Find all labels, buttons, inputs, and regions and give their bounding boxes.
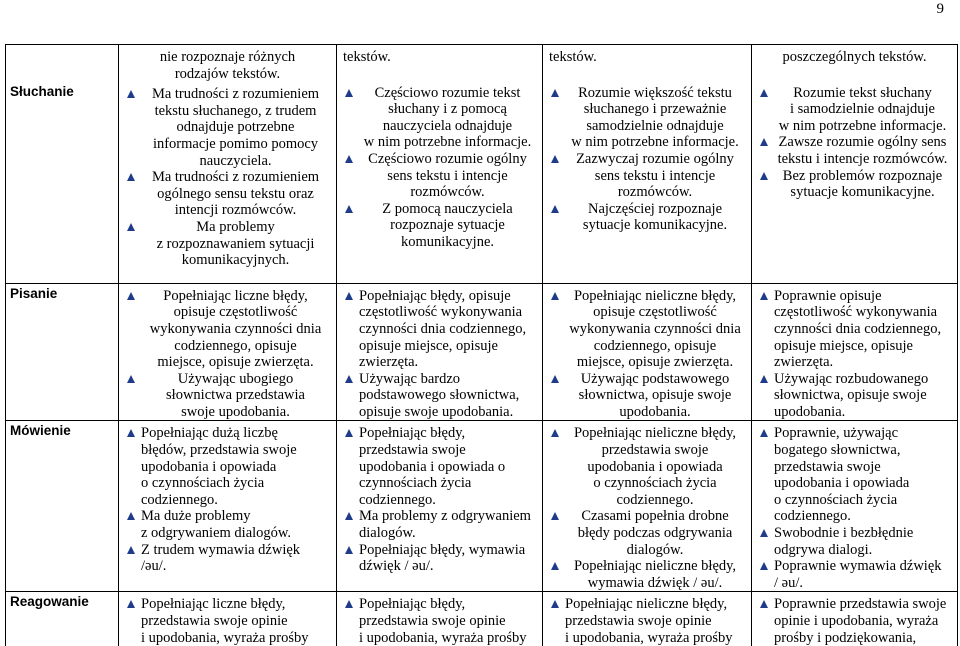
cell-mowienie-2 [337, 421, 543, 592]
cell-reagowanie-2 [337, 592, 543, 646]
bullet-triangle-icon [127, 90, 135, 98]
list-item: Ma trudności z rozumieniem tekstu słuchanego, z trudem odnajduje potrzebne informacje pomimo pomocy nauczyciela. [119, 86, 330, 169]
bullet-triangle-icon [760, 172, 768, 180]
bullet-triangle-icon [127, 429, 135, 437]
list-item: Ma trudności z rozumieniem ogólnego sensu tekstu oraz intencji rozmówców. [119, 169, 330, 219]
criteria-list [543, 288, 745, 421]
bullet-triangle-icon [345, 512, 353, 520]
list-item: Popełniając nieliczne błędy, przedstawia swoje opinie i upodobania, wyraża prośby [543, 596, 745, 646]
criteria-list [337, 85, 536, 251]
bullet-triangle-icon [345, 205, 353, 213]
list-item: Popełniając błędy, wymawia dźwięk / əu/. [337, 542, 536, 575]
list-item: Popełniając błędy, opisuje częstotliwość wykonywania czynności dnia codziennego, opisuje miejsce, opisuje zwierzęta. [337, 288, 536, 371]
criteria-list [337, 596, 536, 646]
bullet-triangle-icon [345, 429, 353, 437]
list-item: Rozumie tekst słuchany i samodzielnie odnajduje w nim potrzebne informacje. [752, 85, 951, 135]
criteria-list [543, 425, 745, 591]
cell-pisanie-1 [119, 283, 337, 421]
cell-sluchanie-2 [337, 45, 543, 269]
list-item: Ma problemy z odgrywaniem dialogów. [337, 508, 536, 541]
bullet-triangle-icon [127, 546, 135, 554]
criteria-list [119, 425, 330, 574]
bullet-triangle-icon [760, 529, 768, 537]
bullet-triangle-icon [551, 600, 559, 608]
list-item: Ma problemy z rozpoznawaniem sytuacji komunikacyjnych. [119, 219, 330, 269]
list-item: Popełniając liczne błędy, przedstawia swoje opinie i upodobania, wyraża prośby [119, 596, 330, 646]
bullet-triangle-icon [551, 155, 559, 163]
bullet-triangle-icon [127, 223, 135, 231]
criteria-list [752, 85, 951, 201]
bullet-triangle-icon [551, 512, 559, 520]
cell-reagowanie-4 [752, 592, 958, 646]
list-item: Ma duże problemy z odgrywaniem dialogów. [119, 508, 330, 541]
list-item: Czasami popełnia drobne błędy podczas odgrywania dialogów. [543, 508, 745, 558]
cell-mowienie-4 [752, 421, 958, 592]
page-number: 9 [936, 1, 944, 17]
list-item: Używając rozbudowanego słownictwa, opisuje swoje upodobania. [752, 371, 951, 421]
bullet-triangle-icon [760, 600, 768, 608]
criteria-list [119, 596, 330, 646]
bullet-triangle-icon [345, 155, 353, 163]
list-item: Popełniając błędy, przedstawia swoje upodobania i opowiada o czynnościach życia codziennego. [337, 425, 536, 508]
cell-sluchanie-1 [119, 45, 337, 269]
category-cell [6, 45, 119, 269]
bullet-triangle-icon [760, 562, 768, 570]
criteria-list [752, 425, 951, 591]
list-item: Poprawnie opisuje częstotliwość wykonywania czynności dnia codziennego, opisuje miejsce, opisuje zwierzęta. [752, 288, 951, 371]
cell-reagowanie-3 [543, 592, 752, 646]
bullet-triangle-icon [551, 205, 559, 213]
list-item: Zawsze rozumie ogólny sens tekstu i intencje rozmówców. [752, 134, 951, 167]
bullet-triangle-icon [127, 512, 135, 520]
bullet-triangle-icon [127, 600, 135, 608]
bullet-triangle-icon [551, 292, 559, 300]
cell-pisanie-4 [752, 283, 958, 421]
cell-mowienie-3 [543, 421, 752, 592]
row-sluchanie [6, 45, 958, 269]
category-mowienie: Mówienie [10, 423, 71, 439]
lead-text: tekstów. [343, 49, 391, 65]
list-item: Najczęściej rozpoznaje sytuacje komunikacyjne. [543, 201, 745, 234]
list-item: Poprawnie wymawia dźwięk / əu/. [752, 558, 951, 591]
criteria-list [337, 425, 536, 574]
criteria-list [543, 85, 745, 234]
criteria-list [752, 596, 951, 646]
bullet-triangle-icon [760, 292, 768, 300]
cell-sluchanie-4 [752, 45, 958, 269]
list-item: Używając ubogiego słownictwa przedstawia swoje upodobania. [119, 371, 330, 421]
list-item: Bez problemów rozpoznaje sytuacje komunikacyjne. [752, 168, 951, 201]
criteria-list [752, 288, 951, 421]
bullet-triangle-icon [345, 600, 353, 608]
criteria-list [119, 86, 330, 269]
bullet-triangle-icon [345, 292, 353, 300]
list-item: Popełniając nieliczne błędy, przedstawia swoje upodobania i opowiada o czynnościach życia codziennego. [543, 425, 745, 508]
cell-reagowanie-1 [119, 592, 337, 646]
list-item: Z pomocą nauczyciela rozpoznaje sytuacje komunikacyjne. [337, 201, 536, 251]
cell-pisanie-3 [543, 283, 752, 421]
category-sluchanie: Słuchanie [10, 84, 74, 99]
list-item: Częściowo rozumie tekst słuchany i z pomocą nauczyciela odnajduje w nim potrzebne informacje. [337, 85, 536, 151]
criteria-list [337, 288, 536, 421]
category-reagowanie: Reagowanie [10, 594, 89, 610]
list-item: Popełniając błędy, przedstawia swoje opinie i upodobania, wyraża prośby [337, 596, 536, 646]
list-item: Poprawnie przedstawia swoje opinie i upodobania, wyraża prośby i podziękowania, [752, 596, 951, 646]
lead-text: tekstów. [549, 49, 597, 65]
bullet-triangle-icon [345, 546, 353, 554]
bullet-triangle-icon [760, 429, 768, 437]
row-mowienie [6, 421, 958, 592]
bullet-triangle-icon [345, 375, 353, 383]
row-reagowanie [6, 592, 958, 646]
bullet-triangle-icon [551, 562, 559, 570]
list-item: Używając podstawowego słownictwa, opisuje swoje upodobania. [543, 371, 745, 421]
bullet-triangle-icon [551, 89, 559, 97]
bullet-triangle-icon [760, 375, 768, 383]
cell-pisanie-2 [337, 283, 543, 421]
list-item: Z trudem wymawia dźwięk /əu/. [119, 542, 330, 575]
lead-text: nie rozpoznaje różnych rodzajów tekstów. [159, 49, 296, 82]
bullet-triangle-icon [127, 375, 135, 383]
bullet-triangle-icon [551, 429, 559, 437]
assessment-criteria-table [5, 44, 958, 646]
bullet-triangle-icon [551, 375, 559, 383]
cell-sluchanie-3 [543, 45, 752, 269]
bullet-triangle-icon [760, 138, 768, 146]
bullet-triangle-icon [760, 89, 768, 97]
list-item: Poprawnie, używając bogatego słownictwa, przedstawia swoje upodobania i opowiada o czynnościach życia codziennego. [752, 425, 951, 525]
row-spacer [6, 269, 958, 284]
list-item: Popełniając dużą liczbę błędów, przedstawia swoje upodobania i opowiada o czynnościach życia codziennego. [119, 425, 330, 508]
list-item: Popełniając liczne błędy, opisuje częstotliwość wykonywania czynności dnia codziennego, opisuje miejsce, opisuje zwierzęta. [119, 288, 330, 371]
bullet-triangle-icon [127, 292, 135, 300]
criteria-list [119, 288, 330, 421]
criteria-list [543, 596, 745, 646]
list-item: Rozumie większość tekstu słuchanego i przeważnie samodzielnie odnajduje w nim potrzebne informacje. [543, 85, 745, 151]
cell-mowienie-1 [119, 421, 337, 592]
bullet-triangle-icon [345, 89, 353, 97]
list-item: Zazwyczaj rozumie ogólny sens tekstu i intencje rozmówców. [543, 151, 745, 201]
list-item: Popełniając nieliczne błędy, opisuje częstotliwość wykonywania czynności dnia codziennego, opisuje miejsce, opisuje zwierzęta. [543, 288, 745, 371]
list-item: Częściowo rozumie ogólny sens tekstu i intencje rozmówców. [337, 151, 536, 201]
row-pisanie [6, 283, 958, 421]
bullet-triangle-icon [127, 173, 135, 181]
list-item: Popełniając nieliczne błędy, wymawia dźwięk / əu/. [543, 558, 745, 591]
category-pisanie: Pisanie [10, 285, 58, 301]
list-item: Używając bardzo podstawowego słownictwa, opisuje swoje upodobania. [337, 371, 536, 421]
lead-text: poszczególnych tekstów. [782, 49, 927, 65]
list-item: Swobodnie i bezbłędnie odgrywa dialogi. [752, 525, 951, 558]
